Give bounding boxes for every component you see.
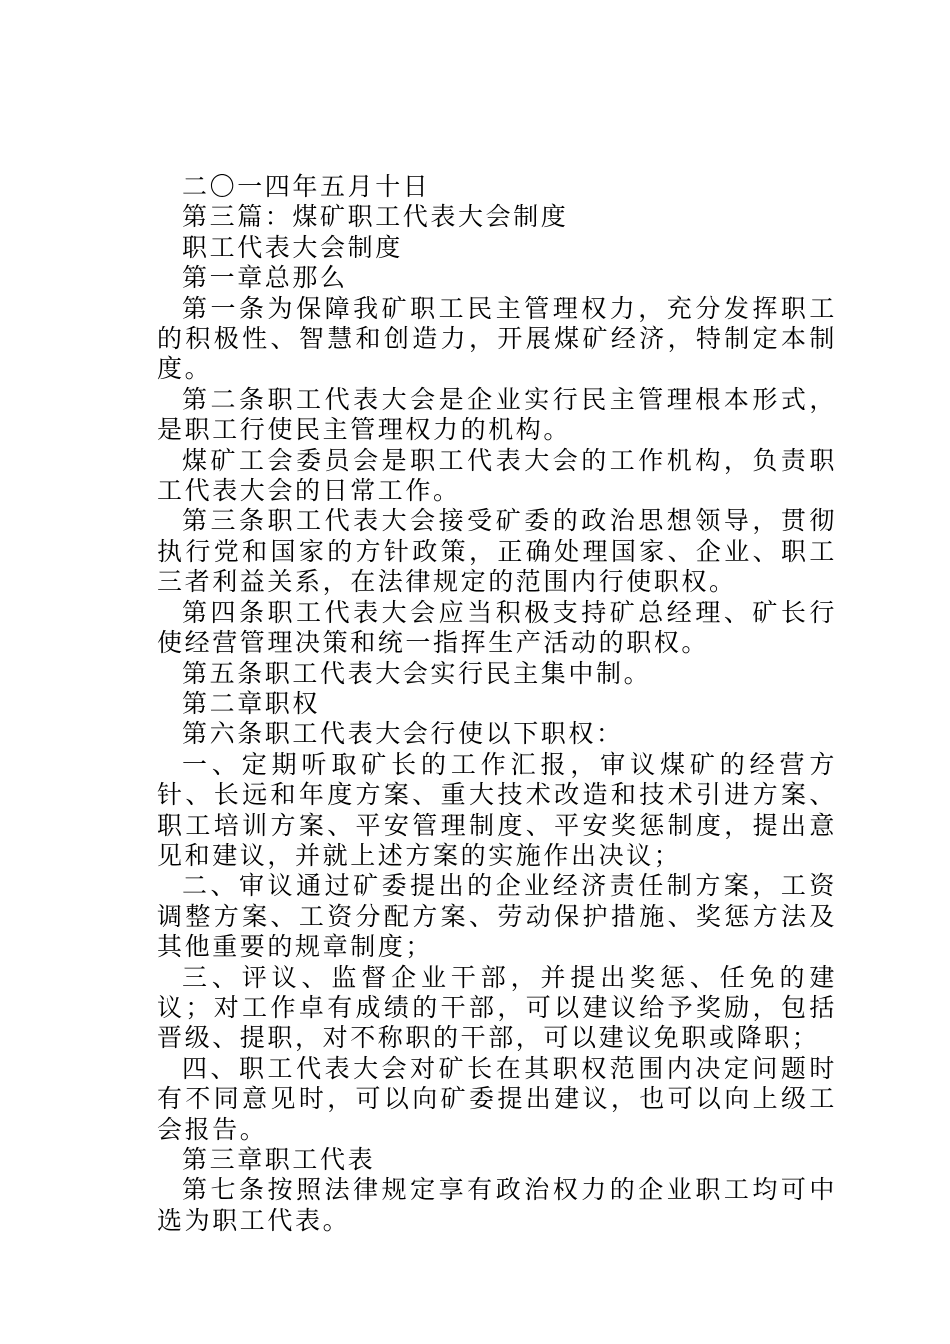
list-item-paragraph: 三、评议、监督企业干部，并提出奖惩、任免的建议；对工作卓有成绩的干部，可以建议给予奖励，包括晋级、提职，对不称职的干部，可以建议免职或降职；	[157, 962, 837, 1053]
list-item-paragraph: 二、审议通过矿委提出的企业经济责任制方案，工资调整方案、工资分配方案、劳动保护措施、奖惩方法及其他重要的规章制度；	[157, 871, 837, 962]
article-paragraph: 第四条职工代表大会应当积极支持矿总经理、矿长行使经营管理决策和统一指挥生产活动的职权。	[157, 597, 837, 658]
article-paragraph: 第一条为保障我矿职工民主管理权力，充分发挥职工的积极性、智慧和创造力，开展煤矿经济，特制定本制度。	[157, 293, 837, 384]
document-page	[157, 172, 837, 1236]
list-item-paragraph: 一、定期听取矿长的工作汇报，审议煤矿的经营方针、长远和年度方案、重大技术改造和技术引进方案、职工培训方案、平安管理制度、平安奖惩制度，提出意见和建议，并就上述方案的实施作出决议；	[157, 749, 837, 870]
list-item-paragraph: 四、职工代表大会对矿长在其职权范围内决定问题时有不同意见时，可以向矿委提出建议，也可以向上级工会报告。	[157, 1053, 837, 1144]
date-line: 二〇一四年五月十日	[182, 172, 431, 201]
chapter-heading: 第一章总那么	[182, 263, 348, 293]
article-paragraph: 第三条职工代表大会接受矿委的政治思想领导，贯彻执行党和国家的方针政策，正确处理国家、企业、职工三者利益关系，在法律规定的范围内行使职权。	[157, 506, 837, 597]
article-paragraph: 第六条职工代表大会行使以下职权：	[182, 719, 624, 749]
chapter-heading: 第三章职工代表	[182, 1145, 376, 1174]
section-title: 第三篇：煤矿职工代表大会制度	[182, 202, 569, 232]
article-paragraph: 第七条按照法律规定享有政治权力的企业职工均可中选为职工代表。	[157, 1175, 837, 1235]
body-paragraph: 煤矿工会委员会是职工代表大会的工作机构，负责职工代表大会的日常工作。	[157, 445, 837, 506]
document-title: 职工代表大会制度	[182, 232, 403, 262]
chapter-heading: 第二章职权	[182, 688, 321, 718]
article-paragraph: 第二条职工代表大会是企业实行民主管理根本形式，是职工行使民主管理权力的机构。	[157, 384, 837, 445]
article-paragraph: 第五条职工代表大会实行民主集中制。	[182, 658, 652, 688]
